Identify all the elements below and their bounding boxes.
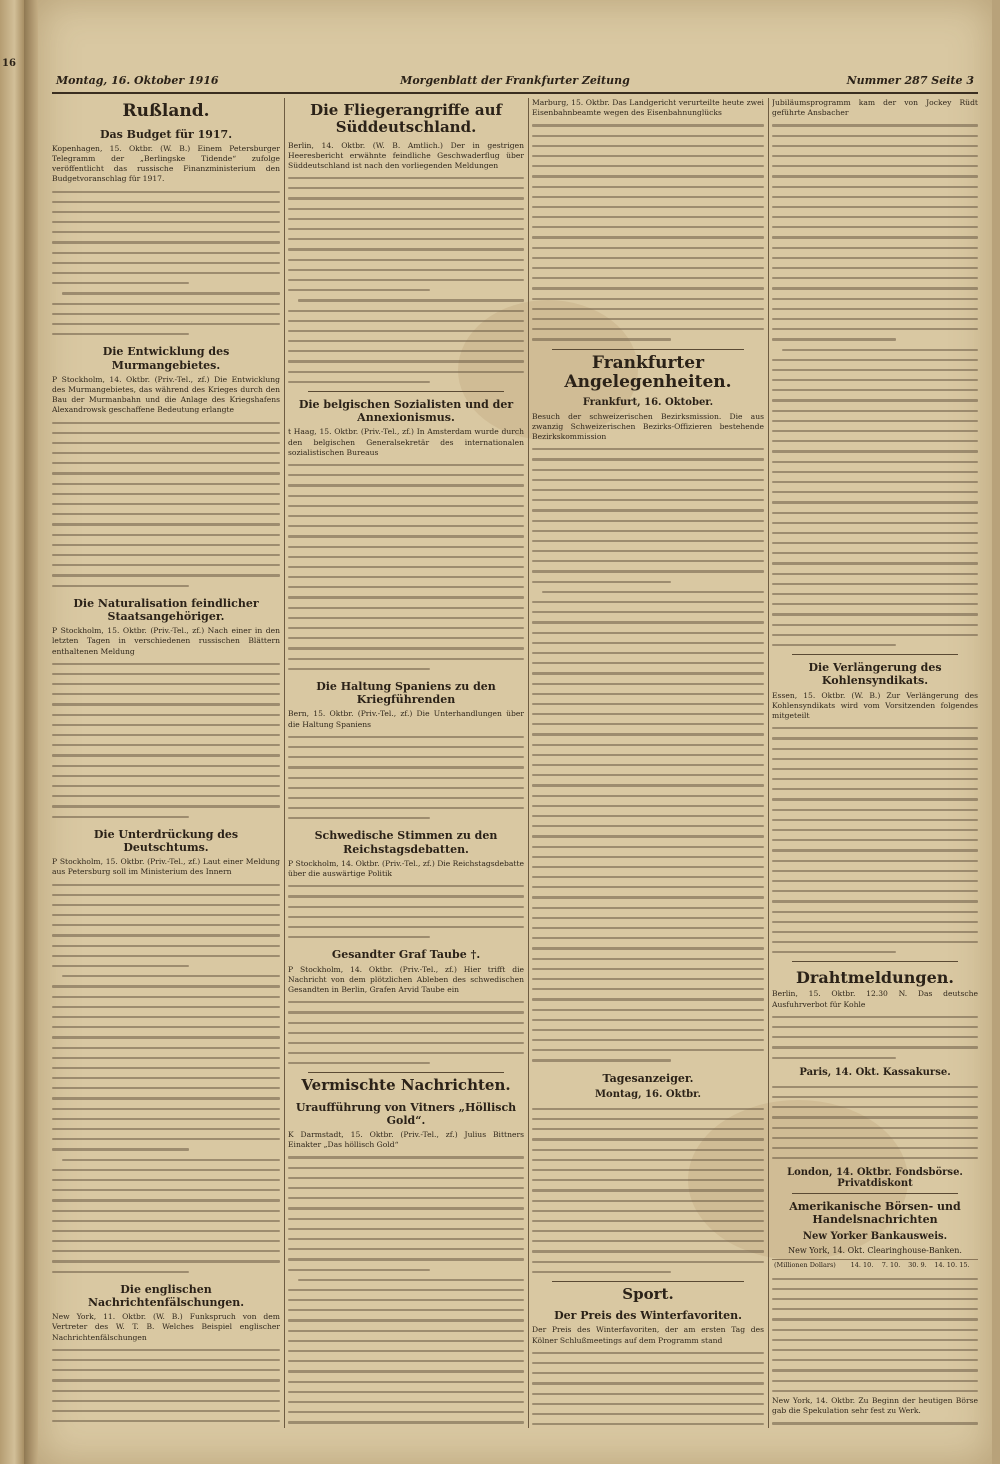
issue-number: Nummer 287 Seite 3	[846, 74, 974, 87]
previous-page-number: 16	[2, 58, 16, 69]
page-right-edge	[992, 0, 1000, 1464]
article-text: Der Preis des Winterfavoriten, der am ersten Tag des Kölner Schlußmeetings auf dem Programm stand	[532, 1325, 764, 1345]
article-headline: Die Unterdrückung des Deutschtums.	[93, 827, 239, 854]
article-text: Besuch der schweizerischen Bezirksmission. Die aus zwanzig Schweizerischen Bezirks-Offizieren bestehende Bezirkskommission	[532, 411, 764, 442]
article-text: Berlin, 15. Oktbr. 12.30 N. Das deutsche Ausfuhrverbot für Kohle	[772, 989, 978, 1009]
article-headline: Die Verlängerung des Kohlensyndikats.	[808, 661, 942, 688]
article-headline: Die Fliegerangriffe auf Süddeutschland.	[310, 101, 502, 137]
article-text: Kopenhagen, 15. Oktbr. (W. B.) Einem Petersburger Telegramm der „Berlingske Tidende“ zufolge veröffentlicht das russische Finanzministerium den Budgetvoranschlag für 1917.	[52, 143, 280, 184]
article-text: Bern, 15. Oktbr. (Priv.-Tel., zf.) Die Unterhandlungen über die Haltung Spaniens	[288, 709, 524, 729]
column-1	[52, 98, 280, 1428]
section-divider	[792, 654, 958, 655]
article-text: t Haag, 15. Oktbr. (Priv.-Tel., zf.) In Amsterdam wurde durch den belgischen Generalsekretär des internationalen sozialistischen Bureaus	[288, 427, 524, 457]
article-body	[52, 1345, 280, 1428]
section-divider	[308, 391, 504, 392]
article-text: Marburg, 15. Oktbr. Das Landgericht verurteilte heute zwei Eisenbahnbeamte wegen des Eisenbahnunglücks	[532, 98, 764, 118]
price-table	[772, 1082, 978, 1164]
masthead	[52, 70, 978, 94]
event-listing	[532, 1104, 764, 1277]
article-body	[288, 732, 524, 824]
column-3	[532, 98, 764, 1428]
article-body	[772, 1418, 978, 1428]
article-body	[52, 880, 280, 1277]
article-headline: Schwedische Stimmen zu den Reichstagsdebatten.	[314, 829, 498, 856]
dateline: Frankfurt, 16. Oktober.	[582, 396, 714, 408]
article-body	[288, 173, 524, 387]
section-headline: Amerikanische Börsen- und Handelsnachrichten	[789, 1200, 961, 1227]
article-subheadline: New Yorker Bankausweis.	[802, 1230, 948, 1242]
article-body	[288, 1152, 524, 1428]
article-body	[288, 460, 524, 674]
article-text: P Stockholm, 14. Oktbr. (Priv.-Tel., zf.) Die Reichstagsdebatte über die auswärtige Politik	[288, 858, 524, 879]
article-headline: Die Haltung Spaniens zu den Kriegführenden	[316, 679, 496, 707]
article-subheadline: Das Budget für 1917.	[99, 127, 233, 141]
article-body	[52, 187, 280, 340]
article-body	[772, 723, 978, 957]
table-header-cell: (Millionen Dollars)	[772, 1259, 849, 1270]
table-header-cell: 14. 10.	[849, 1259, 880, 1270]
market-subheading: London, 14. Oktbr. Fondsbörse. Privatdiskont	[787, 1167, 963, 1190]
article-body	[772, 120, 978, 650]
column-2	[288, 98, 524, 1428]
article-text: P Stockholm, 14. Oktbr. (Priv.-Tel., zf.) Hier trifft die Nachricht von dem plötzlichen Ableben des schwedischen Gesandten in Berlin, Grafen Arvid Taube ein	[288, 964, 524, 994]
bank-statement-table	[772, 1259, 978, 1270]
table-header-cell: 30. 9.	[906, 1259, 932, 1270]
table-header-cell: 7. 10.	[880, 1259, 906, 1270]
section-divider	[552, 1281, 744, 1282]
binding-gutter	[24, 0, 38, 1464]
table-header-row	[772, 1259, 978, 1270]
article-body	[52, 418, 280, 591]
newspaper-page	[38, 0, 992, 1464]
section-divider	[792, 1193, 958, 1194]
section-headline: Frankfurter Angelegenheiten.	[564, 352, 732, 393]
article-text: P Stockholm, 14. Oktbr. (Priv.-Tel., zf.) Die Entwicklung des Murmangebietes, das während des Krieges durch den Bau der Murmanbahn und die Anlage des Kriegshafens Alexandrowsk geschaffene Bedeutung erlangte	[52, 374, 280, 415]
dateline: Montag, 16. Oktbr.	[594, 1088, 702, 1100]
article-headline: Gesandter Graf Taube †.	[331, 948, 481, 962]
article-body	[532, 120, 764, 344]
column-rule	[528, 98, 529, 1428]
issue-date: Montag, 16. Oktober 1916	[56, 74, 219, 87]
article-headline: Die Naturalisation feindlicher Staatsangehöriger.	[73, 596, 259, 623]
column-rule	[284, 98, 285, 1428]
market-subheading: Paris, 14. Okt. Kassakurse.	[799, 1066, 951, 1078]
table-header-cell: 14. 10. 15.	[932, 1259, 978, 1270]
article-body	[532, 1348, 764, 1428]
section-divider	[308, 1072, 504, 1073]
article-body	[532, 444, 764, 1065]
article-text: Berlin, 14. Oktbr. (W. B. Amtlich.) Der in gestrigen Heeresbericht erwähnte feindliche Geschwaderflug über Süddeutschland ist nach den vorliegenden Meldungen	[288, 140, 524, 170]
article-text: K Darmstadt, 15. Oktbr. (Priv.-Tel., zf.) Julius Bittners Einakter „Das höllisch Gold“	[288, 1130, 524, 1150]
newspaper-name: Morgenblatt der Frankfurter Zeitung	[400, 74, 630, 87]
column-rule	[768, 98, 769, 1428]
article-headline: Die englischen Nachrichtenfälschungen.	[87, 1282, 245, 1309]
table-rows	[772, 1274, 978, 1396]
previous-page-edge	[0, 0, 26, 1464]
article-body	[288, 997, 524, 1068]
article-text: P Stockholm, 15. Oktbr. (Priv.-Tel., zf.) Laut einer Meldung aus Petersburg soll im Ministerium des Innern	[52, 857, 280, 877]
article-headline: Die Entwicklung des Murmangebietes.	[102, 345, 230, 372]
article-body	[52, 659, 280, 822]
section-headline: Drahtmeldungen.	[796, 968, 954, 988]
article-text: Jubiläumsprogramm kam der von Jockey Rüdt geführte Ansbacher	[772, 98, 978, 118]
article-subheadline: Uraufführung von Vitners „Höllisch Gold“.	[295, 1100, 517, 1127]
section-divider	[552, 349, 744, 350]
article-subheadline: Der Preis des Winterfavoriten.	[554, 1309, 742, 1323]
article-body	[772, 1012, 978, 1063]
article-text: New York, 11. Oktbr. (W. B.) Funkspruch von dem Vertreter des W. T. B. Welches Beispiel englischer Nachrichtenfälschungen	[52, 1312, 280, 1342]
column-4	[772, 98, 978, 1428]
article-body	[288, 881, 524, 942]
section-headline: Tagesanzeiger.	[602, 1071, 694, 1085]
dateline: New York, 14. Okt. Clearinghouse-Banken.	[788, 1245, 962, 1255]
article-text: Essen, 15. Oktbr. (W. B.) Zur Verlängerung des Kohlensyndikats wird vom Vorsitzenden folgendes mitgeteilt	[772, 690, 978, 720]
article-text: P Stockholm, 15. Oktbr. (Priv.-Tel., zf.) Nach einer in den letzten Tagen in verschiedenen russischen Blättern enthaltenen Meldung	[52, 626, 280, 656]
section-divider	[792, 961, 958, 962]
section-headline: Sport.	[622, 1285, 674, 1304]
article-headline: Rußland.	[122, 101, 210, 121]
article-headline: Die belgischen Sozialisten und der Annexionismus.	[298, 398, 514, 425]
article-text: New York, 14. Oktbr. Zu Beginn der heutigen Börse gab die Spekulation sehr fest zu Werk.	[772, 1395, 978, 1416]
article-headline: Vermischte Nachrichten.	[301, 1076, 511, 1095]
